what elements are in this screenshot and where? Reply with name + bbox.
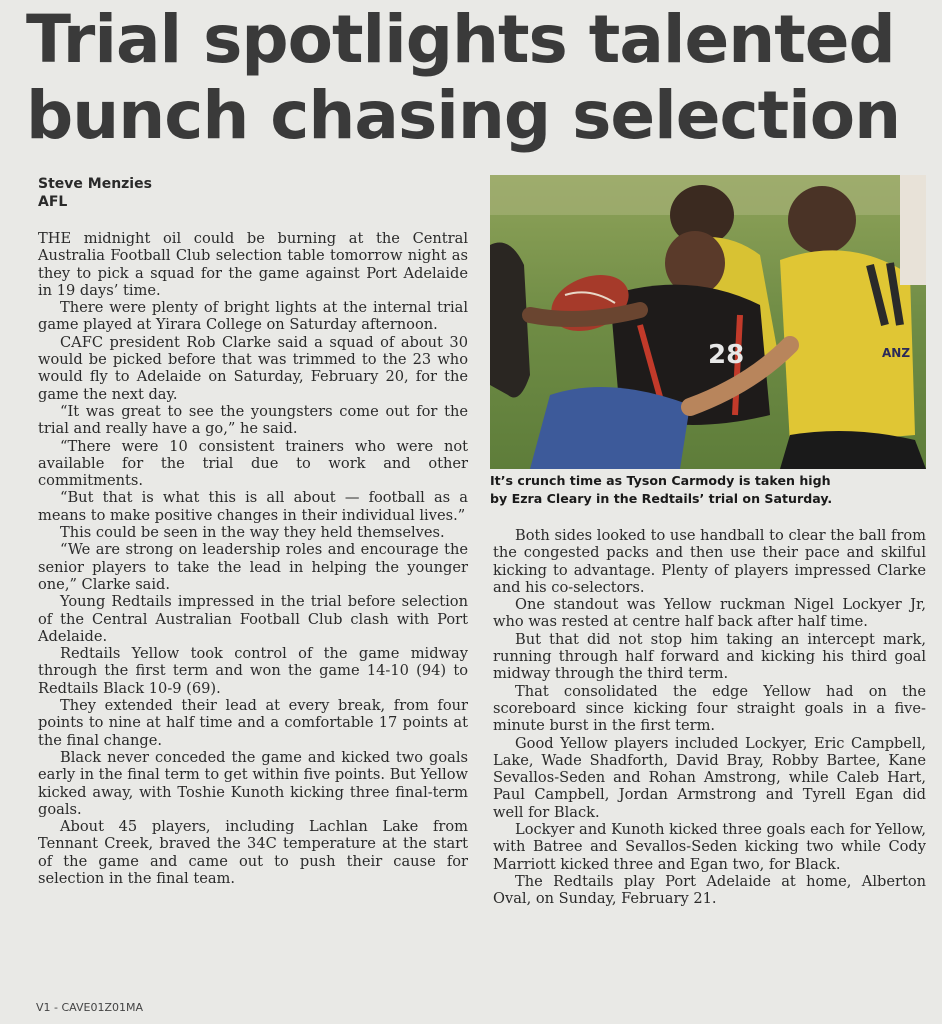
paragraph: Young Redtails impressed in the trial before selection of the Central Australian Football Club clash with Port Adelaide. bbox=[38, 593, 468, 645]
paragraph: There were plenty of bright lights at the internal trial game played at Yirara College on Saturday afternoon. bbox=[38, 299, 468, 334]
jersey-sponsor: ANZ bbox=[882, 346, 911, 360]
article-right-column bbox=[493, 527, 926, 908]
caption-line-2: by Ezra Cleary in the Redtails’ trial on Saturday. bbox=[490, 491, 833, 506]
page-code: V1 - CAVE01Z01MA bbox=[36, 1001, 144, 1014]
paragraph: Good Yellow players included Lockyer, Eric Campbell, Lake, Wade Shadforth, David Bray, Robby Bartee, Kane Sevallos-Seden and Rohan Amstrong, while Caleb Hart, Paul Campbell, Jordan Armstrong and Tyrell Egan did well for Black. bbox=[493, 734, 926, 821]
paragraph: That consolidated the edge Yellow had on the scoreboard since kicking four straight goals in a five-minute burst in the first term. bbox=[493, 682, 926, 735]
paragraph: “There were 10 consistent trainers who were not available for the trial due to work and other commitments. bbox=[38, 437, 468, 490]
paragraph: This could be seen in the way they held themselves. bbox=[60, 524, 445, 542]
caption-line-1: It’s crunch time as Tyson Carmody is taken high bbox=[490, 473, 831, 488]
headline bbox=[26, 2, 926, 154]
paragraph: They extended their lead at every break, from four points to nine at half time and a comfortable 17 points at the final change. bbox=[38, 697, 468, 749]
byline-author: Steve Menzies bbox=[38, 176, 152, 192]
paragraph: “We are strong on leadership roles and encourage the senior players to take the lead in helping the younger one,” Clarke said. bbox=[38, 541, 468, 593]
paragraph: “But that is what this is all about — football as a means to make positive changes in their individual lives.” bbox=[38, 489, 468, 524]
article-left-column bbox=[38, 230, 468, 887]
paragraph: About 45 players, including Lachlan Lake from Tennant Creek, braved the 34C temperature at the start of the game and came out to push their cause for selection in the final team. bbox=[38, 818, 468, 887]
article-photo bbox=[490, 175, 926, 469]
football-players-photo bbox=[490, 175, 926, 469]
paragraph: But that did not stop him taking an intercept mark, running through half forward and kicking his third goal midway through the third term. bbox=[493, 630, 926, 683]
paragraph: Black never conceded the game and kicked two goals early in the final term to get within five points. But Yellow kicked away, with Toshie Kunoth kicking three final-term goals. bbox=[38, 748, 468, 818]
paragraph: Redtails Yellow took control of the game midway through the first term and won the game 14-10 (94) to Redtails Black 10-9 (69). bbox=[38, 645, 468, 697]
byline bbox=[38, 175, 152, 211]
paragraph: Both sides looked to use handball to clear the ball from the congested packs and then use their pace and skilful kicking to advantage. Plenty of players impressed Clarke and his co-selectors. bbox=[493, 527, 926, 596]
jersey-number: 28 bbox=[708, 340, 745, 370]
paragraph: CAFC president Rob Clarke said a squad of about 30 would be picked before that was trimmed to the 23 who would fly to Adelaide on Saturday, February 20, for the game the next day. bbox=[38, 333, 468, 403]
paragraph: One standout was Yellow ruckman Nigel Lockyer Jr, who was rested at centre half back after half time. bbox=[493, 596, 926, 631]
headline-line-2: bunch chasing selection bbox=[26, 77, 901, 154]
paragraph: The Redtails play Port Adelaide at home, Alberton Oval, on Sunday, February 21. bbox=[493, 872, 926, 908]
byline-section: AFL bbox=[38, 194, 68, 210]
photo-caption bbox=[490, 472, 926, 508]
headline-line-1: Trial spotlights talented bbox=[26, 1, 895, 78]
paragraph: “It was great to see the youngsters come out for the trial and really have a go,” he said. bbox=[38, 402, 468, 438]
paragraph: THE midnight oil could be burning at the Central Australia Football Club selection table tomorrow night as they to pick a squad for the game against Port Adelaide in 19 days’ time. bbox=[38, 230, 468, 299]
paragraph: Lockyer and Kunoth kicked three goals each for Yellow, with Batree and Sevallos-Seden kicking two while Cody Marriott kicked three and Egan two, for Black. bbox=[493, 821, 926, 873]
